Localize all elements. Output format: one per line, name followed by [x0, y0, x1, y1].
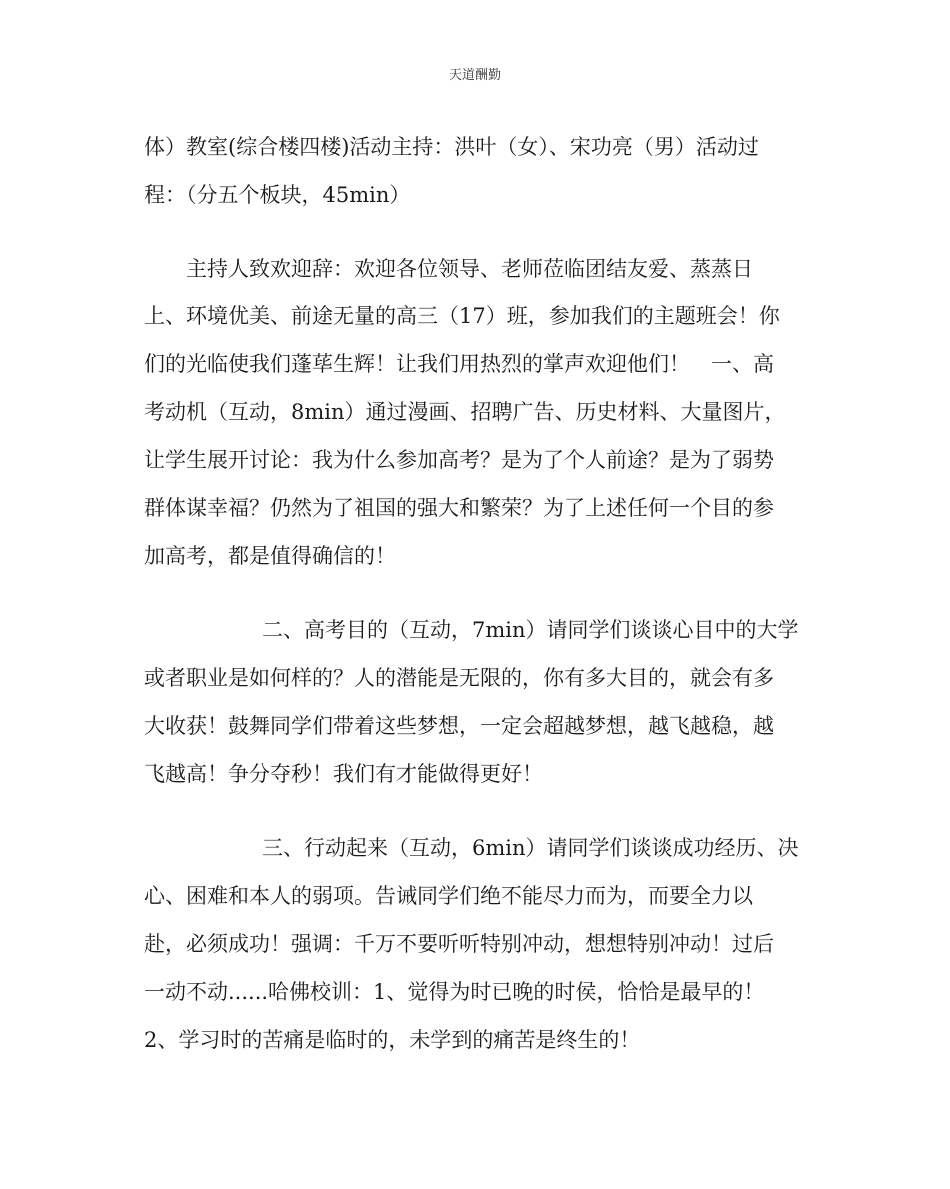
text-line: 三、行动起来（互动，6min）请同学们谈谈成功经历、决	[262, 836, 799, 860]
text-line: 让学生展开讨论：我为什么参加高考？是为了个人前途？是为了弱势	[144, 448, 774, 472]
text-line: 程：（分五个板块，45min）	[144, 183, 411, 207]
text-line: 群体谋幸福？仍然为了祖国的强大和繁荣？为了上述任何一个目的参	[144, 496, 774, 520]
text-line: 赴，必须成功！强调：千万不要听听特别冲动，想想特别冲动！过后	[144, 932, 774, 956]
text-line: 心、困难和本人的弱项。告诫同学们绝不能尽力而为，而要全力以	[144, 884, 753, 908]
text-line: 大收获！鼓舞同学们带着这些梦想，一定会超越梦想，越飞越稳，越	[144, 714, 774, 738]
text-line: 2、学习时的苦痛是临时的，未学到的痛苦是终生的！	[144, 1028, 641, 1052]
text-line: 或者职业是如何样的？人的潜能是无限的，你有多大目的，就会有多	[144, 666, 774, 690]
text-line: 一动不动......哈佛校训：1、觉得为时已晚的时侯，恰恰是最早的！	[144, 980, 765, 1004]
text-line: 们的光临使我们蓬荜生辉！让我们用热烈的掌声欢迎他们！ 一、高	[144, 352, 774, 376]
text-line: 考动机（互动，8min）通过漫画、招聘广告、历史材料、大量图片，	[144, 400, 786, 424]
text-line: 主持人致欢迎辞：欢迎各位领导、老师莅临团结友爱、蒸蒸日	[186, 257, 753, 281]
text-line: 二、高考目的（互动，7min）请同学们谈谈心目中的大学	[262, 618, 799, 642]
text-line: 加高考，都是值得确信的！	[144, 544, 396, 568]
text-line: 上、环境优美、前途无量的高三（17）班，参加我们的主题班会！你	[144, 304, 780, 328]
page-header: 天道酬勤	[448, 68, 501, 83]
text-line: 飞越高！争分夺秒！我们有才能做得更好！	[144, 762, 543, 786]
text-line: 体）教室(综合楼四楼)活动主持：洪叶（女）、宋功亮（男）活动过	[144, 135, 759, 159]
